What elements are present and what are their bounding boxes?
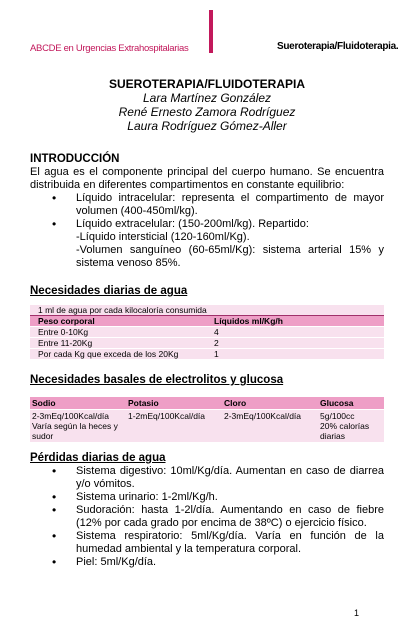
page-number: 1 [353,608,359,618]
losses-bullet-list [30,465,384,569]
list-item: • Sistema urinario: 1-2ml/Kg/h. [30,491,384,504]
list-item: • Líquido intracelular: representa el compartimento de mayor volumen (400-450ml/kg). [30,192,384,218]
sub-line: -Líquido intersticial (120-160ml/Kg). [76,231,250,243]
table-row [30,305,384,316]
water-needs-table [30,305,384,360]
table-row [30,349,384,360]
author: René Ernesto Zamora Rodríguez [118,105,296,119]
column-header: Peso corporal [30,316,206,327]
author: Laura Rodríguez Gómez-Aller [127,119,287,133]
electrolytes-heading: Necesidades basales de electrolitos y glucosa [30,374,284,386]
table-cell: 2 [206,338,384,349]
document-body [30,152,384,569]
column-header: Sodio [30,397,126,410]
table-cell: 1 ml de agua por cada kilocaloría consumida [30,305,384,316]
list-item: • Sudoración: hasta 1-2l/día. Aumentando en caso de fiebre (12% por cada grado por encima de 38ºC) o ejercicio físico. [30,504,384,530]
list-item: • Sistema digestivo: 10ml/Kg/día. Aumentan en caso de diarrea y/o vómitos. [30,465,384,491]
header-divider-bar [209,10,213,53]
sub-line: -Volumen sanguíneo (60-65ml/Kg): sistema arterial 15% y sistema venoso 85%. [76,244,384,269]
table-cell: Por cada Kg que exceda de los 20Kg [30,349,206,360]
table-row [30,338,384,349]
table-header-row [30,316,384,327]
table-header-row [30,397,384,410]
header-right-text: Sueroterapia/Fluidoterapia. [277,41,399,52]
column-header: Potasio [126,397,222,410]
table-cell: Entre 11-20Kg [30,338,206,349]
table-cell: Entre 0-10Kg [30,327,206,338]
list-item: • Piel: 5ml/Kg/día. [30,556,384,569]
column-header: Cloro [222,397,318,410]
author: Lara Martínez González [142,91,272,105]
title-block [30,77,384,133]
electrolytes-table [30,397,384,443]
table-cell: 5g/100cc 20% calorías diarias [318,410,384,443]
intro-bullet-list [30,192,384,231]
document-title: SUEROTERAPIA/FLUIDOTERAPIA [108,77,305,91]
losses-heading: Pérdidas diarias de agua [30,452,166,464]
list-item: • Líquido extracelular: (150-200ml/kg). Repartido: [30,218,384,231]
list-item: • Sistema respiratorio: 5ml/Kg/día. Varía en función de la humedad ambiental y la temperatura corporal. [30,530,384,556]
column-header: Glucosa [318,397,384,410]
table-cell: 1 [206,349,384,360]
column-header: Líquidos ml/Kg/h [206,316,384,327]
table-cell: 1-2mEq/100Kcal/día [126,410,222,443]
water-needs-heading: Necesidades diarias de agua [30,285,188,297]
table-row [30,410,384,443]
table-row [30,327,384,338]
table-cell: 2-3mEq/100Kcal/día [222,410,318,443]
header-left-text: ABCDE en Urgencias Extrahospitalarias [30,43,189,54]
intro-heading: INTRODUCCIÓN [30,153,120,165]
intro-paragraph: El agua es el componente principal del cuerpo humano. Se encuentra distribuida en diferentes compartimentos en constante equilibrio: [30,166,384,191]
table-cell: 4 [206,327,384,338]
table-cell: 2-3mEq/100Kcal/día Varía según la heces y sudor [30,410,126,443]
